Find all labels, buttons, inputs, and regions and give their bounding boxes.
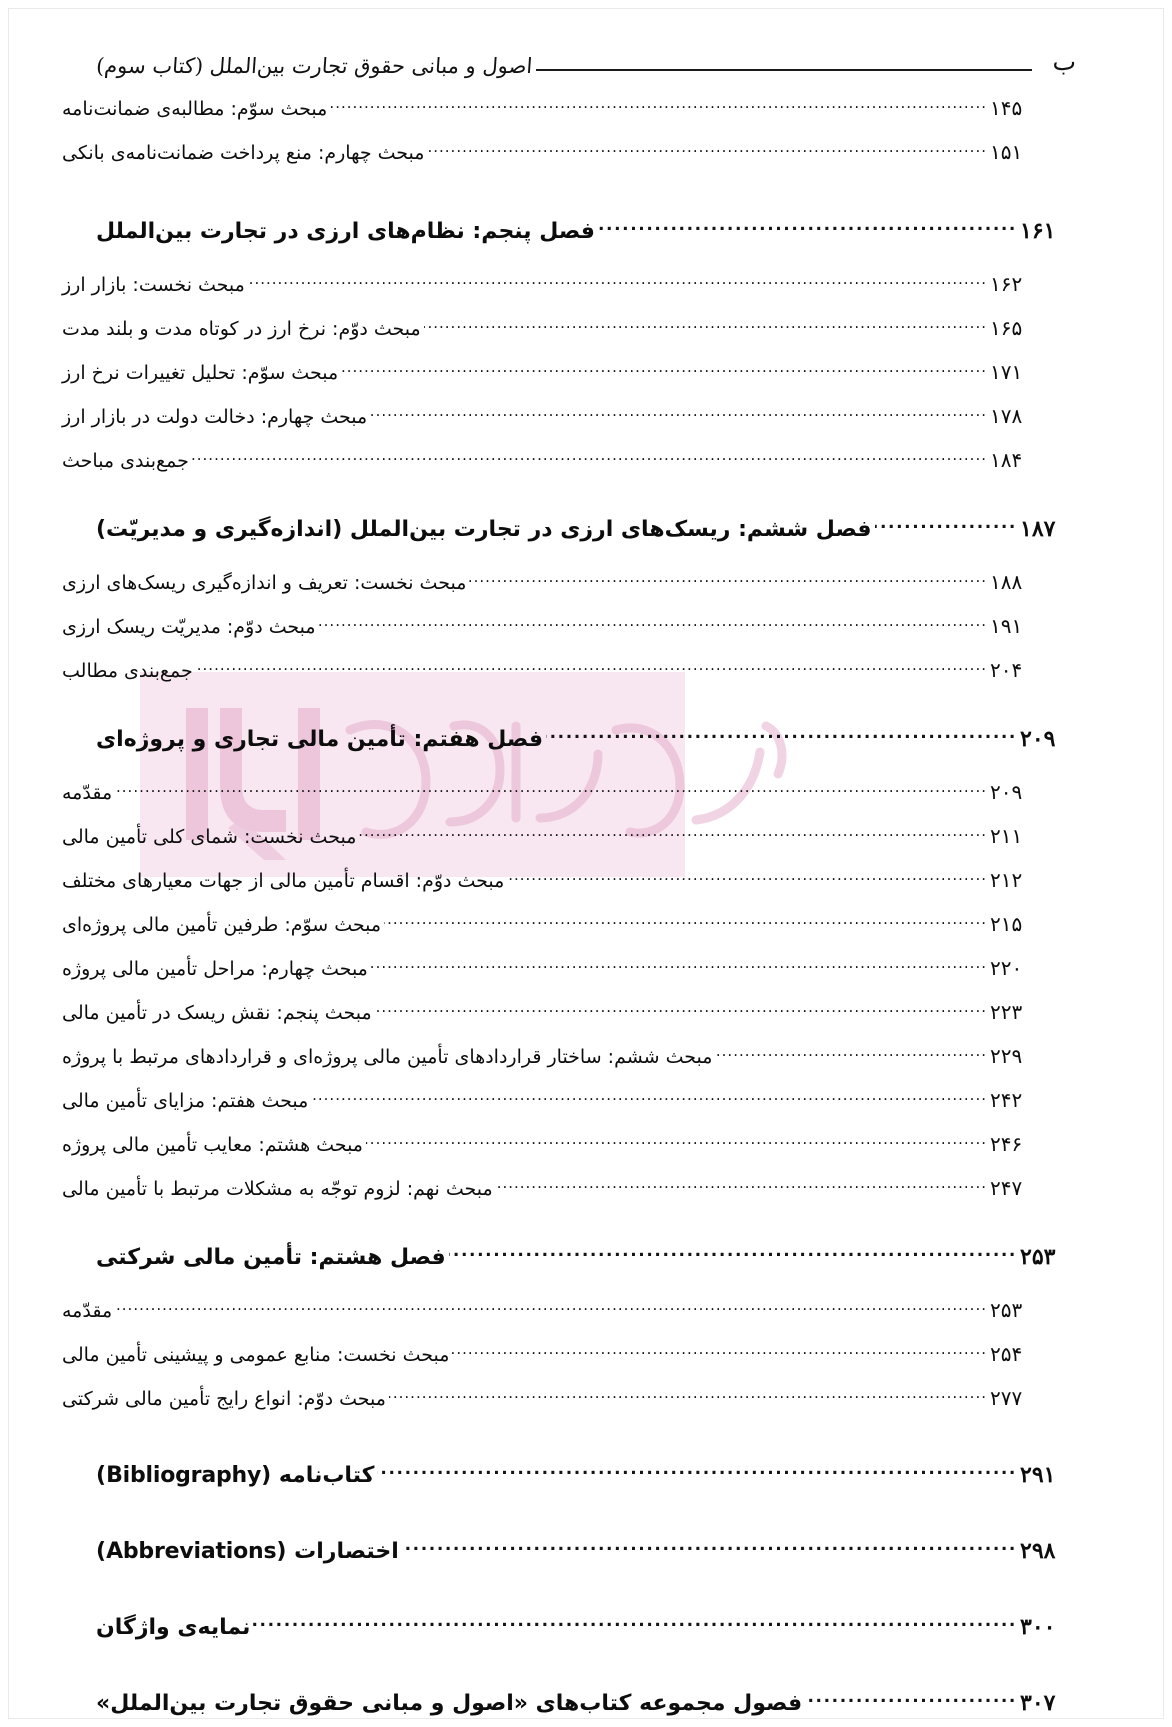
toc-dot-leader <box>875 514 1017 536</box>
toc-dot-leader <box>192 448 987 467</box>
toc-page-number: ۲۰۹ <box>1020 726 1056 752</box>
toc-entry-row[interactable] <box>62 868 1076 912</box>
toc-entry-label: مبحث پنجم: نقش ریسک در تأمین مالی <box>62 1002 372 1024</box>
toc-spacer <box>96 184 1076 206</box>
toc-dot-leader <box>359 824 987 843</box>
toc-dot-leader <box>115 1298 987 1317</box>
toc-page-number: ۲۴۲ <box>990 1088 1023 1112</box>
toc-backmatter-row[interactable] <box>96 1460 1076 1522</box>
toc-page-number: ۱۶۵ <box>990 316 1023 340</box>
toc-dot-leader <box>805 1688 1017 1710</box>
toc-entry-row[interactable] <box>62 360 1076 404</box>
header-rule <box>536 69 1032 71</box>
toc-entry-row[interactable] <box>62 1298 1076 1342</box>
toc-entry-row[interactable] <box>62 1088 1076 1132</box>
toc-page-number: ۱۸۸ <box>990 570 1023 594</box>
toc-chapter-row[interactable] <box>96 514 1076 570</box>
toc-page-number: ۲۵۴ <box>990 1342 1023 1366</box>
toc-entry-row[interactable] <box>62 404 1076 448</box>
toc-entry-label: مبحث چهارم: منع پرداخت ضمانت‌نامه‌ی بانکی <box>62 142 425 164</box>
toc-entry-row[interactable] <box>62 956 1076 1000</box>
toc-entry-row[interactable] <box>62 140 1076 184</box>
toc-entry-label: مبحث چهارم: دخالت دولت در بازار ارز <box>62 406 368 428</box>
toc-page-number: ۲۲۹ <box>990 1044 1023 1068</box>
toc-entry-row[interactable] <box>62 1132 1076 1176</box>
toc-entry-label: مبحث نخست: منابع عمومی و پیشینی تأمین مالی <box>62 1344 450 1366</box>
toc-entry-label: مبحث دوّم: اقسام تأمین مالی از جهات معیارهای مختلف <box>62 870 505 892</box>
toc-entry-label: کتاب‌نامه (Bibliography) <box>96 1463 375 1488</box>
toc-page-number: ۲۲۰ <box>990 956 1023 980</box>
toc-dot-leader <box>469 570 987 589</box>
toc-page-number: ۲۹۸ <box>1020 1538 1056 1564</box>
toc-page-number: ۱۷۱ <box>990 360 1023 384</box>
toc-page-number: ۲۴۷ <box>990 1176 1023 1200</box>
toc-dot-leader <box>370 404 987 423</box>
toc-entry-label: مبحث چهارم: مراحل تأمین مالی پروژه <box>62 958 368 980</box>
toc-dot-leader <box>371 956 987 975</box>
toc-dot-leader <box>449 1242 1017 1264</box>
toc-entry-label: مبحث هشتم: معایب تأمین مالی پروژه <box>62 1134 363 1156</box>
toc-entry-row[interactable] <box>62 1044 1076 1088</box>
toc-page-number: ۲۰۴ <box>990 658 1023 682</box>
toc-spacer <box>96 1522 1076 1536</box>
toc-dot-leader <box>384 912 987 931</box>
toc-dot-leader <box>366 1132 987 1151</box>
toc-page-number: ۱۴۵ <box>990 96 1023 120</box>
toc-entry-row[interactable] <box>62 658 1076 702</box>
toc-page-number: ۲۱۵ <box>990 912 1023 936</box>
toc-entry-row[interactable] <box>62 448 1076 492</box>
folio-label: ب <box>1052 47 1076 76</box>
toc-entry-label: فصل پنجم: نظام‌های ارزی در تجارت بین‌الملل <box>96 219 595 244</box>
toc-entry-label: نمایه‌ی واژگان <box>96 1615 251 1640</box>
toc-entry-label: مبحث دوّم: نرخ ارز در کوتاه مدت و بلند مدت <box>62 318 421 340</box>
toc-entry-row[interactable] <box>62 96 1076 140</box>
toc-page-number: ۱۶۱ <box>1020 218 1056 244</box>
toc-entry-row[interactable] <box>62 824 1076 868</box>
toc-spacer <box>96 1598 1076 1612</box>
toc-chapter-row[interactable] <box>96 1242 1076 1298</box>
toc-entry-label: مبحث سوّم: تحلیل تغییرات نرخ ارز <box>62 362 339 384</box>
toc-dot-leader <box>389 1386 987 1405</box>
toc-dot-leader <box>115 780 987 799</box>
toc-dot-leader <box>452 1342 987 1361</box>
toc-page-number: ۱۷۸ <box>990 404 1023 428</box>
toc-page-number: ۳۰۷ <box>1020 1690 1056 1716</box>
toc-page-number: ۱۶۲ <box>990 272 1023 296</box>
page-header <box>96 26 1076 84</box>
toc-dot-leader <box>546 724 1017 746</box>
toc-page-number: ۱۵۱ <box>990 140 1023 164</box>
toc-entry-label: فصول مجموعه کتاب‌های «اصول و مبانی حقوق تجارت بین‌الملل» <box>96 1691 803 1716</box>
toc-dot-leader <box>424 316 987 335</box>
toc-dot-leader <box>248 272 987 291</box>
toc-page-number: ۱۹۱ <box>990 614 1023 638</box>
toc-page-number: ۲۷۷ <box>990 1386 1023 1410</box>
toc-page-number: ۳۰۰ <box>1020 1614 1056 1640</box>
toc-entry-label: فصل هشتم: تأمین مالی شرکتی <box>96 1245 446 1270</box>
toc-entry-row[interactable] <box>62 570 1076 614</box>
toc-entry-label: مبحث سوّم: مطالبه‌ی ضمانت‌نامه <box>62 98 328 120</box>
toc-dot-leader <box>402 1536 1017 1558</box>
toc-page-number: ۲۴۶ <box>990 1132 1023 1156</box>
toc-entry-label: مبحث سوّم: طرفین تأمین مالی پروژه‌ای <box>62 914 382 936</box>
toc-spacer <box>96 702 1076 724</box>
toc-entry-label: جمع‌بندی مباحث <box>62 450 189 472</box>
toc-entry-row[interactable] <box>62 912 1076 956</box>
toc-dot-leader <box>377 1460 1017 1482</box>
toc-dot-leader <box>330 96 987 115</box>
toc-page-number: ۱۸۴ <box>990 448 1023 472</box>
toc-entry-row[interactable] <box>62 1386 1076 1430</box>
toc-dot-leader <box>715 1044 987 1063</box>
toc-entry-row[interactable] <box>62 614 1076 658</box>
book-title: اصول و مبانی حقوق تجارت بین‌الملل (کتاب سوم) <box>95 54 534 78</box>
toc-entry-row[interactable] <box>62 316 1076 360</box>
toc-dot-leader <box>196 658 987 677</box>
toc-entry-label: مقدّمه <box>62 1300 113 1322</box>
toc-entry-label: مبحث دوّم: انواع رایج تأمین مالی شرکتی <box>62 1388 386 1410</box>
toc-entry-row[interactable] <box>62 1000 1076 1044</box>
toc-chapter-row[interactable] <box>96 216 1076 272</box>
toc-dot-leader <box>341 360 987 379</box>
toc-entry-label: مبحث نخست: شمای کلی تأمین مالی <box>62 826 357 848</box>
toc-spacer <box>96 1430 1076 1460</box>
toc-dot-leader <box>496 1176 987 1195</box>
toc-entry-label: اختصارات (Abbreviations) <box>96 1539 399 1564</box>
toc-entry-label: مبحث دوّم: مدیریّت ریسک ارزی <box>62 616 316 638</box>
toc-page-number: ۲۱۱ <box>990 824 1023 848</box>
toc-entry-label: مبحث هفتم: مزایای تأمین مالی <box>62 1090 309 1112</box>
toc-dot-leader <box>253 1612 1017 1634</box>
toc-dot-leader <box>427 140 987 159</box>
toc-dot-leader <box>311 1088 987 1107</box>
toc-entry-row[interactable] <box>62 272 1076 316</box>
toc-entry-label: مبحث نهم: لزوم توجّه به مشکلات مرتبط با تأمین مالی <box>62 1178 493 1200</box>
toc-dot-leader <box>319 614 987 633</box>
toc-page-number: ۲۵۳ <box>1020 1244 1056 1270</box>
toc-entry-row[interactable] <box>62 780 1076 824</box>
toc-backmatter-row[interactable] <box>96 1688 1076 1727</box>
toc-backmatter-row[interactable] <box>96 1612 1076 1674</box>
toc-dot-leader <box>598 216 1017 238</box>
toc-spacer <box>96 492 1076 514</box>
toc-spacer <box>96 1220 1076 1242</box>
toc-dot-leader <box>375 1000 987 1019</box>
toc-page-number: ۱۸۷ <box>1020 516 1056 542</box>
toc-page-number: ۲۲۳ <box>990 1000 1023 1024</box>
toc-entry-label: جمع‌بندی مطالب <box>62 660 193 682</box>
toc-backmatter-row[interactable] <box>96 1536 1076 1598</box>
toc-spacer <box>96 1674 1076 1688</box>
toc-entry-label: مبحث نخست: بازار ارز <box>62 274 245 296</box>
toc-entry-row[interactable] <box>62 1342 1076 1386</box>
toc-dot-leader <box>507 868 987 887</box>
toc-entry-label: مقدّمه <box>62 782 113 804</box>
toc-page-number: ۲۰۹ <box>990 780 1023 804</box>
table-of-contents <box>62 96 1076 1727</box>
toc-page-number: ۲۹۱ <box>1020 1462 1056 1488</box>
toc-entry-label: فصل ششم: ریسک‌های ارزی در تجارت بین‌الملل (اندازه‌گیری و مدیریّت) <box>96 517 872 542</box>
toc-page-number: ۲۱۲ <box>990 868 1023 892</box>
toc-chapter-row[interactable] <box>96 724 1076 780</box>
toc-entry-row[interactable] <box>62 1176 1076 1220</box>
toc-entry-label: مبحث ششم: ساختار قراردادهای تأمین مالی پروژه‌ای و قراردادهای مرتبط با پروژه <box>62 1046 713 1068</box>
toc-entry-label: مبحث نخست: تعریف و اندازه‌گیری ریسک‌های ارزی <box>62 572 467 594</box>
toc-page-number: ۲۵۳ <box>990 1298 1023 1322</box>
toc-entry-label: فصل هفتم: تأمین مالی تجاری و پروژه‌ای <box>96 727 543 752</box>
